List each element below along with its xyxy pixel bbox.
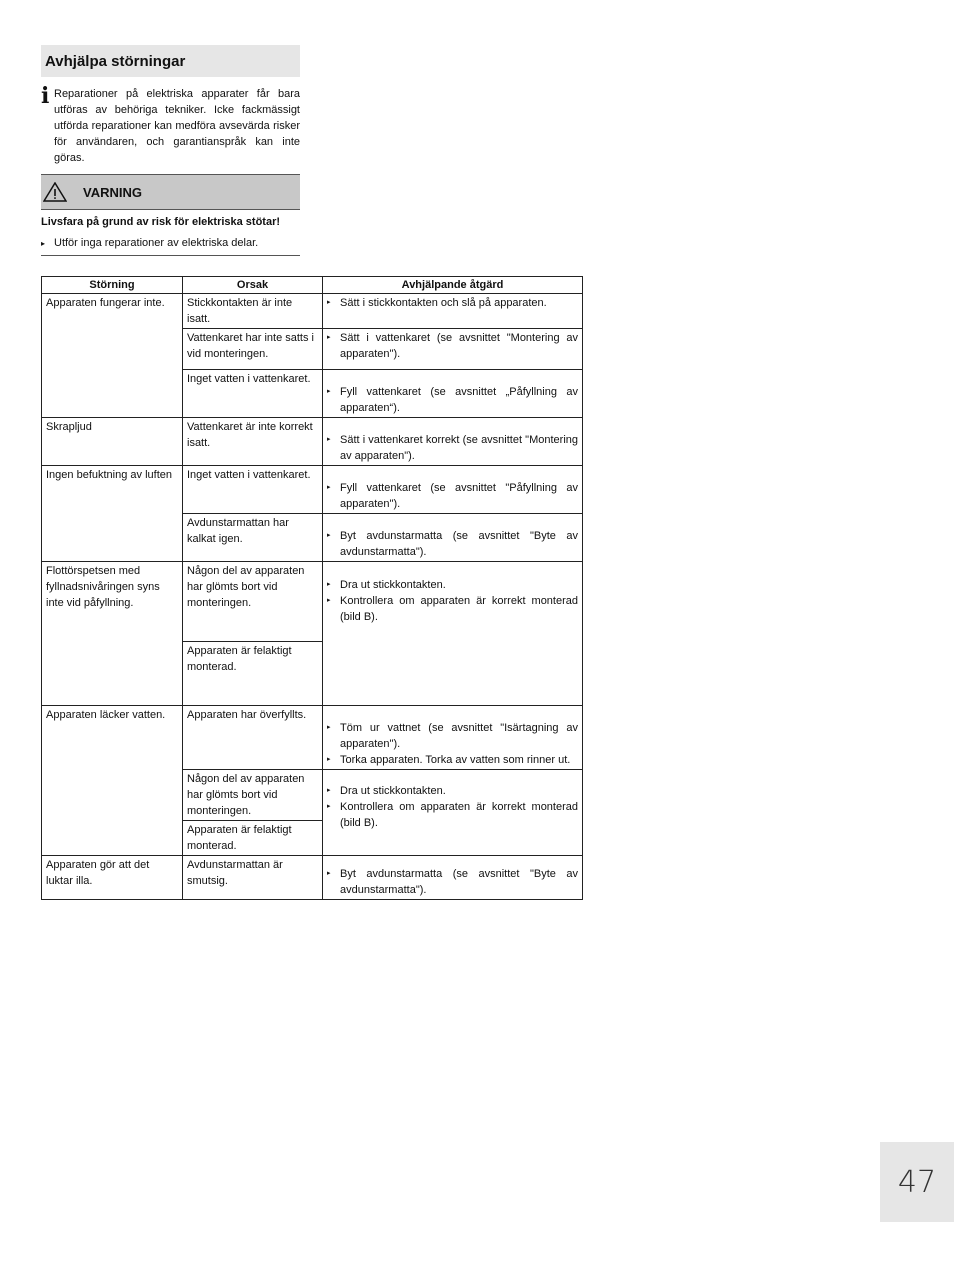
problem-cell: Apparaten läcker vatten. xyxy=(42,706,183,856)
bullet-icon: ▸ xyxy=(327,334,331,341)
cause-cell: Avdunstarmattan är smutsig. xyxy=(183,856,323,900)
header-problem: Störning xyxy=(42,277,183,294)
cause-cell: Avdunstarmattan har kalkat igen. xyxy=(183,514,323,562)
problem-cell: Apparaten gör att det luktar illa. xyxy=(42,856,183,900)
remedy-cell: ▸ Töm ur vattnet (se avsnittet "Isärtagning av apparaten"). ▸ Torka apparaten. Torka av vatten som rinner ut. xyxy=(323,706,583,770)
cause-cell: Inget vatten i vattenkaret. xyxy=(183,466,323,514)
cause-cell: Någon del av apparaten har glömts bort vid monteringen. xyxy=(183,770,323,821)
bullet-icon: ▸ xyxy=(327,532,331,539)
bullet-icon: ▸ xyxy=(327,787,331,794)
bullet-icon: ▸ xyxy=(327,436,331,443)
warning-heading: Livsfara på grund av risk för elektriska stötar! xyxy=(41,216,281,228)
cause-cell: Vattenkaret har inte satts i vid monteringen. xyxy=(183,329,323,370)
info-icon: i xyxy=(41,83,50,109)
cause-cell: Apparaten har överfyllts. xyxy=(183,706,323,770)
cause-cell: Inget vatten i vattenkaret. xyxy=(183,370,323,418)
bullet-icon: ▸ xyxy=(327,581,331,588)
table-header-row xyxy=(42,277,583,294)
table-row xyxy=(42,466,583,514)
warning-item-text: Utför inga reparationer av elektriska delar. xyxy=(54,237,259,249)
cause-cell: Stickkontakten är inte isatt. xyxy=(183,294,323,329)
troubleshooting-intro xyxy=(41,45,300,256)
info-text: Reparationer på elektriska apparater får bara utföras av behöriga tekniker. Icke fackmässigt utförda reparationer kan medföra avsevärda risker för användaren, och garantianspråk kan inte göras. xyxy=(54,88,300,164)
bullet-icon: ▸ xyxy=(41,239,46,248)
remedy-cell: ▸ Fyll vattenkaret (se avsnittet „Påfyllning av apparaten“). xyxy=(323,370,583,418)
warning-label: VARNING xyxy=(83,184,142,200)
table-row xyxy=(42,418,583,466)
warning-triangle-icon xyxy=(43,182,67,202)
info-note xyxy=(41,83,300,166)
bullet-icon: ▸ xyxy=(327,724,331,731)
remedy-cell: ▸ Sätt i vattenkaret (se avsnittet "Montering av apparaten"). xyxy=(323,329,583,370)
remedy-cell: ▸ Dra ut stickkontakten. ▸ Kontrollera om apparaten är korrekt monterad (bild B). xyxy=(323,770,583,856)
bullet-icon: ▸ xyxy=(327,388,331,395)
cause-cell: Vattenkaret är inte korrekt isatt. xyxy=(183,418,323,466)
bullet-icon: ▸ xyxy=(327,299,331,306)
table-row xyxy=(42,562,583,642)
problem-cell: Skrapljud xyxy=(42,418,183,466)
problem-cell: Apparaten fungerar inte. xyxy=(42,294,183,418)
section-title: Avhjälpa störningar xyxy=(41,45,300,77)
cause-cell: Någon del av apparaten har glömts bort vid monteringen. xyxy=(183,562,323,642)
table-row xyxy=(42,294,583,329)
problem-cell: Ingen befuktning av luften xyxy=(42,466,183,562)
header-remedy: Avhjälpande åtgärd xyxy=(323,277,583,294)
table-row xyxy=(42,706,583,770)
bullet-icon: ▸ xyxy=(327,597,331,604)
remedy-cell: ▸ Byt avdunstarmatta (se avsnittet "Byte av avdunstarmatta"). xyxy=(323,514,583,562)
remedy-cell: ▸ Dra ut stickkontakten. ▸ Kontrollera om apparaten är korrekt monterad (bild B). xyxy=(323,562,583,706)
remedy-cell: ▸ Sätt i stickkontakten och slå på apparaten. xyxy=(323,294,583,329)
problem-cell: Flottörspetsen med fyllnadsnivåringen syns inte vid påfyllning. xyxy=(42,562,183,706)
bullet-icon: ▸ xyxy=(327,484,331,491)
header-cause: Orsak xyxy=(183,277,323,294)
bullet-icon: ▸ xyxy=(327,803,331,810)
remedy-cell: ▸ Fyll vattenkaret (se avsnittet "Påfyllning av apparaten"). xyxy=(323,466,583,514)
bullet-icon: ▸ xyxy=(327,870,331,877)
cause-cell: Apparaten är felaktigt monterad. xyxy=(183,821,323,856)
remedy-cell: ▸ Byt avdunstarmatta (se avsnittet "Byte av avdunstarmatta"). xyxy=(323,856,583,900)
cause-cell: Apparaten är felaktigt monterad. xyxy=(183,642,323,706)
troubleshooting-table xyxy=(41,276,583,900)
table-row xyxy=(42,856,583,900)
bullet-icon: ▸ xyxy=(327,756,331,763)
remedy-cell: ▸ Sätt i vattenkaret korrekt (se avsnittet "Montering av apparaten"). xyxy=(323,418,583,466)
page-number: 47 xyxy=(880,1142,954,1222)
warning-bar xyxy=(41,174,300,210)
warning-item xyxy=(41,237,300,256)
